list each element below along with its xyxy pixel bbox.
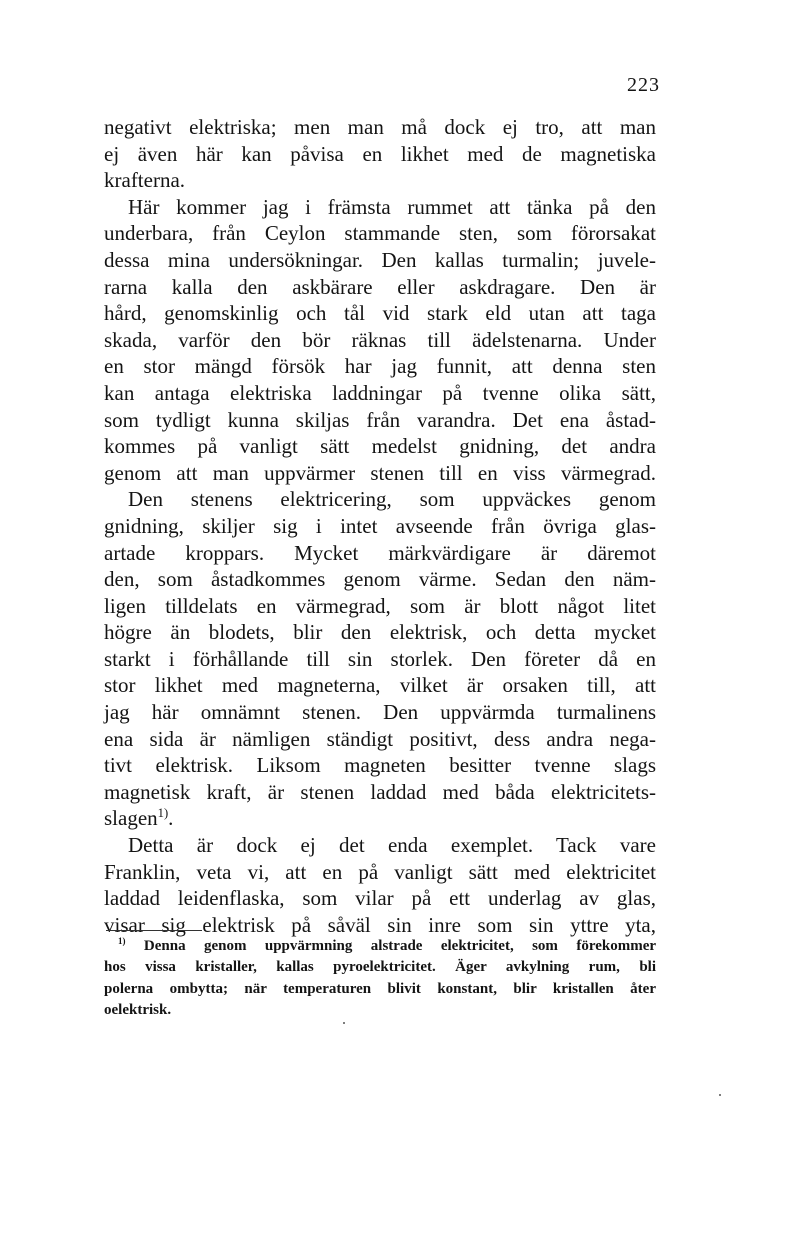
body-line: jag här omnämnt stenen. Den uppvärmda turmalinens [104,700,656,725]
body-line: kommes på vanligt sätt medelst gnidning, det andra [104,434,656,459]
footnote-line: polerna ombytta; när temperaturen blivit konstant, blir kristallen åter [104,980,656,997]
body-line: Franklin, veta vi, att en på vanligt sätt med elektricitet [104,859,656,884]
body-line: Här kommer jag i främsta rummet att tänka på den [128,194,656,219]
body-line: underbara, från Ceylon stammande sten, som förorsakat [104,221,656,246]
body-line: ena sida är nämligen ständigt positivt, dess andra nega- [104,726,656,751]
body-line-with-footnote-ref [104,805,656,832]
footnote-line [104,936,656,957]
body-line: rarna kalla den askbärare eller askdragare. Den är [104,274,656,299]
body-line: starkt i förhållande till sin storlek. Den företer då en [104,646,656,671]
body-line: kan antaga elektriska laddningar på tvenne olika sätt, [104,380,656,405]
body-line: stor likhet med magneterna, vilket är orsaken till, att [104,673,656,698]
body-text [104,114,656,938]
body-line: laddad leidenflaska, som vilar på ett underlag av glas, [104,886,656,911]
body-line: visar sig elektrisk på såväl sin inre som sin yttre yta, [104,912,656,937]
body-line: magnetisk kraft, är stenen laddad med båda elektricitets- [104,779,656,804]
page-number: 223 [627,74,660,96]
footnote-divider [106,930,202,931]
body-line: som tydligt kunna skiljas från varandra. Det ena åstad- [104,407,656,432]
body-line: dessa mina undersökningar. Den kallas turmalin; juvele- [104,247,656,272]
footnote-line: oelektrisk. [104,1001,172,1018]
body-line: genom att man uppvärmer stenen till en viss värmegrad. [104,460,656,485]
body-line: artade kroppars. Mycket märkvärdigare är däremot [104,540,656,565]
paper-speck [719,1094,721,1096]
body-line: ej även här kan påvisa en likhet med de magnetiska [104,141,656,166]
body-line-text: slagen [104,806,158,831]
body-line: Den stenens elektricering, som uppväckes genom [128,487,656,512]
body-line: skada, varför den bör räknas till ädelstenarna. Under [104,327,656,352]
footnote-marker: 1) [118,936,126,946]
body-line: gnidning, skiljer sig i intet avseende från övriga glas- [104,513,656,538]
body-line: ligen tilldelats en värmegrad, som är blott något litet [104,593,656,618]
footnote-reference: 1) [157,806,169,821]
body-line: en stor mängd försök har jag funnit, att denna sten [104,354,656,379]
body-line: krafterna. [104,168,186,193]
body-line: högre än blodets, blir den elektrisk, och detta mycket [104,620,656,645]
body-line: tivt elektrisk. Liksom magneten besitter tvenne slags [104,753,656,778]
footnote-ref-punctuation: . [168,806,174,831]
footnote-text: Denna genom uppvärmning alstrade elektricitet, som förekommer [143,938,657,954]
paper-speck [343,1022,345,1024]
body-line: hård, genomskinlig och tål vid stark eld utan att taga [104,301,656,326]
body-line: Detta är dock ej det enda exemplet. Tack vare [128,833,656,858]
body-line: den, som åstadkommes genom värme. Sedan den näm- [104,567,656,592]
body-line: negativt elektriska; men man må dock ej tro, att man [104,115,656,139]
footnote [104,936,656,1021]
footnote-line: hos vissa kristaller, kallas pyroelektricitet. Äger avkylning rum, bli [104,959,656,976]
